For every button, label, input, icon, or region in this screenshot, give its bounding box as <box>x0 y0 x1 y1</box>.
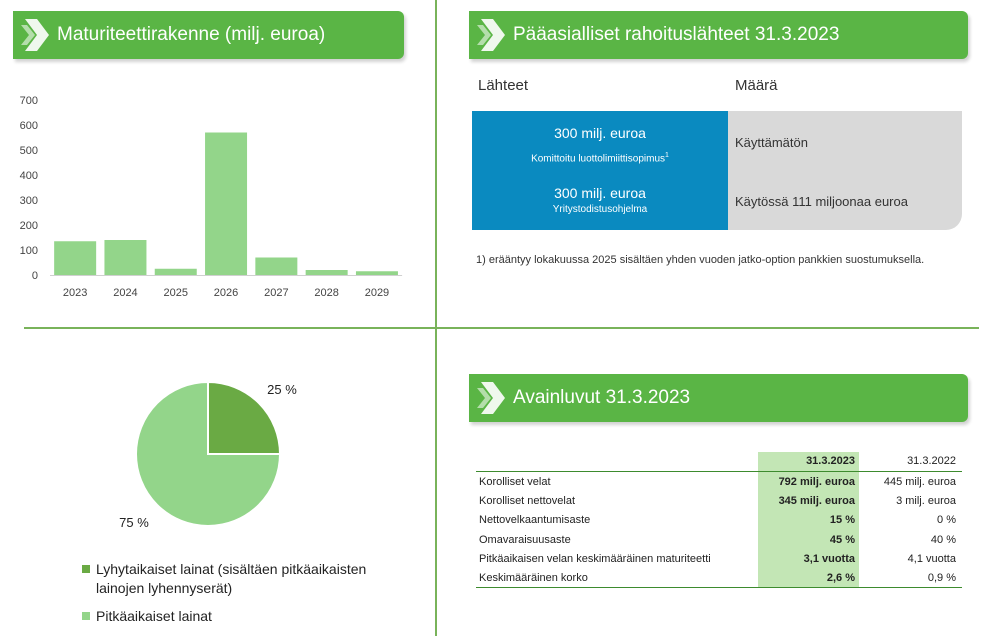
row-value-current: 2,6 % <box>826 572 855 584</box>
row-label: Korolliset velat <box>479 476 551 488</box>
row-value-current: 792 milj. euroa <box>778 476 855 488</box>
loan-split-pie-chart <box>100 370 340 540</box>
pie-data-label: 25 % <box>267 382 297 397</box>
row-value-previous: 445 milj. euroa <box>883 476 956 488</box>
amount-header: Määrä <box>735 77 778 94</box>
maturity-bar-chart <box>0 85 420 305</box>
table-row <box>476 492 962 511</box>
funding-usage-box <box>728 111 962 230</box>
y-tick-label: 400 <box>19 170 38 182</box>
table-bottom-rule <box>476 587 962 588</box>
cp-program-amount: 300 milj. euroa <box>554 185 646 201</box>
table-row <box>476 550 962 569</box>
legend-label-short-term: Lyhytaikaiset lainat (sisältäen pitkäaikaisten lainojen lyhennyserät) <box>96 561 367 596</box>
row-value-current: 3,1 vuotta <box>803 552 855 565</box>
bar-2029 <box>356 271 398 275</box>
row-value-previous: 40 % <box>930 533 956 546</box>
vertical-divider <box>435 0 437 636</box>
footnote-marker: 1 <box>665 152 669 159</box>
bar-2027 <box>255 258 297 276</box>
y-tick-label: 500 <box>19 145 38 157</box>
table-header-row <box>476 452 962 471</box>
chevron-right-icon <box>477 380 507 416</box>
horizontal-divider <box>24 327 979 329</box>
row-value-previous: 3 milj. euroa <box>896 495 956 508</box>
credit-facility-amount: 300 milj. euroa <box>554 125 646 141</box>
table-top-rule <box>476 471 962 472</box>
credit-facility-status: Käyttämätön <box>735 135 808 150</box>
col-previous-header: 31.3.2022 <box>907 455 956 467</box>
maturity-banner <box>13 11 404 59</box>
sources-header: Lähteet <box>478 77 529 94</box>
row-value-previous: 0,9 % <box>927 572 956 584</box>
table-row <box>476 569 962 588</box>
legend-swatch-short-term <box>82 565 90 573</box>
keyfigures-title: Avainluvut 31.3.2023 <box>513 387 691 408</box>
maturity-title: Maturiteettirakenne (milj. euroa) <box>57 24 326 45</box>
x-tick-label: 2029 <box>364 287 390 299</box>
row-label: Omavaraisuusaste <box>479 533 571 546</box>
row-value-current: 345 milj. euroa <box>778 495 855 508</box>
funding-footnote: 1) erääntyy lokakuussa 2025 sisältäen yhden vuoden jatko-option pankkien suostumuksella. <box>476 254 925 266</box>
y-tick-label: 600 <box>19 120 38 132</box>
x-tick-label: 2024 <box>113 287 138 299</box>
row-label: Nettovelkaantumisaste <box>479 514 591 527</box>
legend-label-long-term: Pitkäaikaiset lainat <box>96 608 212 624</box>
credit-facility-desc: Komittoitu luottolimiittisopimus <box>531 153 666 165</box>
chevron-right-icon <box>477 17 507 53</box>
keyfigures-banner <box>469 374 968 422</box>
legend-swatch-long-term <box>82 612 90 620</box>
table-row <box>476 531 962 550</box>
y-tick-label: 100 <box>19 245 38 257</box>
funding-title: Pääasialliset rahoituslähteet 31.3.2023 <box>513 24 840 45</box>
table-row <box>476 473 962 492</box>
row-value-previous: 0 % <box>937 514 956 527</box>
row-value-previous: 4,1 vuotta <box>907 552 956 565</box>
y-tick-label: 700 <box>19 95 38 107</box>
row-label: Keskimääräinen korko <box>479 572 588 584</box>
y-tick-label: 200 <box>19 220 38 232</box>
bar-2026 <box>205 133 247 276</box>
x-tick-label: 2028 <box>314 287 339 299</box>
bar-2024 <box>104 240 146 275</box>
bar-2023 <box>54 241 96 275</box>
bar-2025 <box>155 269 197 275</box>
row-value-current: 15 % <box>829 514 855 527</box>
cp-program-status: Käytössä 111 miljoonaa euroa <box>735 194 908 209</box>
row-label: Korolliset nettovelat <box>479 495 575 508</box>
row-value-current: 45 % <box>829 533 855 546</box>
x-tick-label: 2027 <box>264 287 289 299</box>
row-label: Pitkäaikaisen velan keskimääräinen maturiteetti <box>479 552 711 565</box>
pie-data-label: 75 % <box>119 515 149 530</box>
x-tick-label: 2026 <box>213 287 239 299</box>
bar-2028 <box>306 270 348 275</box>
funding-banner <box>469 11 968 59</box>
y-tick-label: 0 <box>31 270 38 282</box>
chevron-right-icon <box>21 17 51 53</box>
credit-facility-label <box>472 152 728 164</box>
funding-facilities-box <box>472 111 728 230</box>
cp-program-desc: Yritystodistusohjelma <box>552 204 648 215</box>
y-tick-label: 300 <box>19 195 38 207</box>
x-tick-label: 2023 <box>62 287 88 299</box>
table-row <box>476 511 962 530</box>
x-tick-label: 2025 <box>163 287 188 299</box>
col-current-header: 31.3.2023 <box>806 455 855 467</box>
